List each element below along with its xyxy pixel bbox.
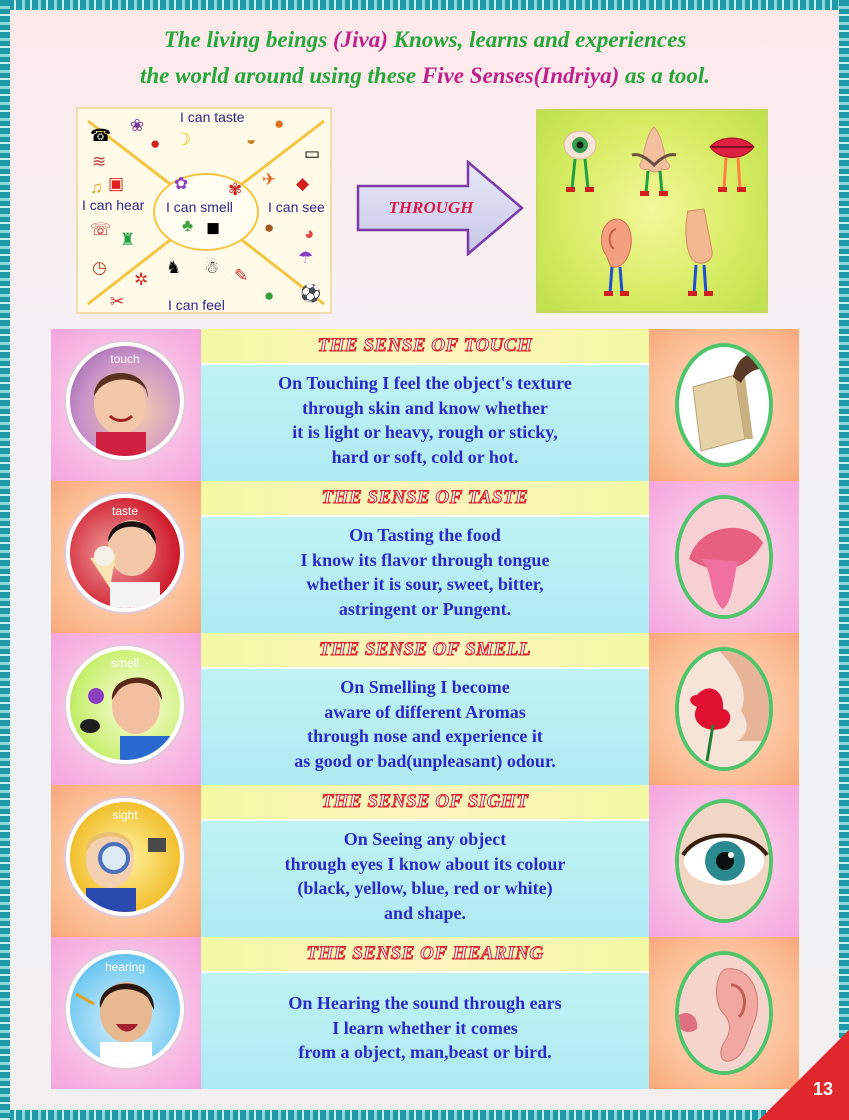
heading-line-1: The living beings (Jiva) Knows, learns and experiences — [163, 27, 687, 52]
soccer-ball-icon: ⚽ — [300, 284, 322, 303]
cat-icon: ♞ — [166, 258, 182, 277]
television-icon: ▭ — [304, 144, 321, 163]
desc-wrap — [201, 827, 649, 925]
sense-text-cell — [201, 937, 649, 1089]
desc-line: On Hearing the sound through ears — [288, 993, 562, 1013]
desc-line: whether it is sour, sweet, bitter, — [306, 574, 544, 594]
skunk-icon: ◼ — [206, 218, 221, 237]
sense-title: THE SENSE OF TASTE — [321, 487, 529, 508]
page-corner — [759, 1030, 849, 1120]
plant-basket-icon: ♣ — [182, 216, 194, 235]
frog-icon: ● — [264, 286, 275, 305]
birdcage-icon: ♜ — [120, 230, 136, 249]
title-band — [201, 785, 649, 821]
desc-line: hard or soft, cold or hot. — [331, 446, 519, 467]
closeup-smell — [675, 647, 773, 771]
snowman-icon: ☃ — [204, 258, 220, 277]
car-icon: ◆ — [296, 174, 310, 193]
ear-icon — [594, 215, 638, 301]
burger-icon: ◒ — [246, 130, 257, 149]
grapes-icon: ❀ — [130, 116, 145, 135]
desc-line: as good or bad(unpleasant) odour. — [294, 750, 556, 771]
closeup-illustration — [679, 955, 769, 1071]
sense-title: THE SENSE OF HEARING — [306, 943, 544, 964]
photo-tag: taste — [111, 504, 138, 518]
sense-row-hearing — [51, 937, 799, 1089]
sense-text-cell — [201, 785, 649, 937]
closeup-touch — [675, 343, 773, 467]
desc-line: astringent or Pungent. — [338, 598, 512, 619]
photo-cell — [51, 329, 201, 481]
teddy-bear-icon: ● — [264, 218, 275, 237]
desc-line: it is light or heavy, rough or sticky, — [292, 422, 558, 442]
sense-title: THE SENSE OF SMELL — [319, 639, 531, 660]
photo-cell — [51, 785, 201, 937]
desc-line: through eyes I know about its colour — [284, 853, 566, 874]
pencil-icon: ✎ — [234, 266, 249, 285]
desc-line: On Seeing any object — [343, 829, 507, 849]
desc-wrap — [201, 675, 649, 773]
photo-cell — [51, 633, 201, 785]
desc-line: On Touching I feel the object's texture — [278, 373, 572, 393]
sense-title: THE SENSE OF TOUCH — [317, 335, 533, 356]
sense-title: THE SENSE OF SIGHT — [321, 791, 529, 812]
page-border-top — [0, 0, 849, 10]
rose-icon: ✾ — [228, 180, 243, 199]
child-photo-smell — [66, 646, 184, 764]
chart-label-taste: I can taste — [180, 109, 245, 125]
chart-label-smell: I can smell — [166, 199, 233, 215]
clock-icon: ◷ — [92, 258, 107, 277]
closeup-cell — [649, 785, 799, 937]
closeup-illustration — [679, 803, 769, 919]
chart-label-hear: I can hear — [82, 197, 145, 213]
photo-tag: smell — [110, 656, 139, 670]
crab-icon: ✲ — [134, 270, 149, 289]
telephone-icon: ☎ — [90, 126, 112, 145]
page-border-bottom — [0, 1110, 849, 1120]
desc-band — [201, 669, 649, 785]
sense-row-touch — [51, 329, 799, 481]
page-border-right — [839, 0, 849, 1120]
closeup-cell — [649, 481, 799, 633]
photo-cell — [51, 937, 201, 1089]
chart-label-see: I can see — [268, 199, 325, 215]
desc-band — [201, 821, 649, 937]
apple-icon: ● — [150, 134, 161, 153]
steam-icon: ≋ — [92, 152, 107, 171]
closeup-sight — [675, 799, 773, 923]
desc-line: aware of different Aromas — [324, 701, 526, 722]
desc-wrap — [201, 371, 649, 469]
umbrella-icon: ☂ — [298, 248, 314, 267]
desc-line: through skin and know whether — [302, 397, 548, 418]
desc-line: I know its flavor through tongue — [300, 549, 550, 570]
desc-line: and shape. — [383, 902, 467, 923]
closeup-taste — [675, 495, 773, 619]
sense-row-smell — [51, 633, 799, 785]
desc-line: through nose and experience it — [307, 726, 543, 746]
chart-label-feel: I can feel — [168, 297, 225, 313]
child-photo-taste — [66, 494, 184, 612]
airplane-icon: ✈ — [262, 170, 277, 189]
desc-wrap — [201, 991, 649, 1065]
closeup-cell — [649, 633, 799, 785]
desc-line: On Tasting the food — [349, 525, 501, 545]
title-band — [201, 937, 649, 973]
closeup-illustration — [679, 499, 769, 615]
firetruck-icon: ▣ — [108, 174, 125, 193]
page-heading — [40, 22, 810, 94]
desc-band — [201, 973, 649, 1089]
five-senses-term: Five Senses(Indriya) — [421, 63, 620, 88]
senses-chart-illustration — [76, 107, 332, 314]
desc-line: (black, yellow, blue, red or white) — [297, 878, 553, 898]
child-photo-touch — [66, 342, 184, 460]
page-border-left — [0, 0, 10, 1120]
page-number: 13 — [812, 1079, 833, 1099]
hand-icon — [678, 207, 722, 303]
banana-icon: ☽ — [176, 130, 192, 149]
closeup-cell — [649, 329, 799, 481]
closeup-illustration — [679, 651, 769, 767]
phone-icon: ☏ — [90, 220, 112, 239]
bell-icon: ♫ — [90, 178, 103, 197]
sense-organs-panel — [536, 109, 768, 313]
desc-line: from a object, man,beast or bird. — [298, 1042, 552, 1062]
desc-line: I learn whether it comes — [332, 1017, 518, 1038]
heading-line-2: the world around using these Five Senses(Indriya) as a tool. — [140, 63, 710, 88]
photo-tag: hearing — [104, 960, 146, 974]
photo-tag: touch — [110, 352, 140, 366]
sense-text-cell — [201, 329, 649, 481]
title-band — [201, 329, 649, 365]
title-band — [201, 481, 649, 517]
desc-line: On Smelling I become — [340, 677, 510, 697]
mouth-icon — [706, 131, 758, 197]
sense-row-sight — [51, 785, 799, 937]
photo-tag: sight — [112, 808, 138, 822]
title-band — [201, 633, 649, 669]
child-photo-hearing — [66, 950, 184, 1068]
sense-text-cell — [201, 481, 649, 633]
desc-band — [201, 365, 649, 481]
pumpkin-icon: ● — [274, 114, 285, 133]
ball-icon: ◕ — [304, 224, 315, 243]
eye-icon — [560, 127, 600, 199]
scissors-icon: ✂ — [110, 292, 125, 311]
photo-cell — [51, 481, 201, 633]
through-label: THROUGH — [388, 198, 474, 217]
jiva-term: (Jiva) — [333, 27, 388, 52]
sense-text-cell — [201, 633, 649, 785]
closeup-illustration — [679, 347, 769, 463]
desc-band — [201, 517, 649, 633]
flower-icon: ✿ — [174, 174, 189, 193]
sense-row-taste — [51, 481, 799, 633]
desc-wrap — [201, 523, 649, 621]
nose-icon — [626, 125, 682, 201]
child-photo-sight — [66, 798, 184, 916]
